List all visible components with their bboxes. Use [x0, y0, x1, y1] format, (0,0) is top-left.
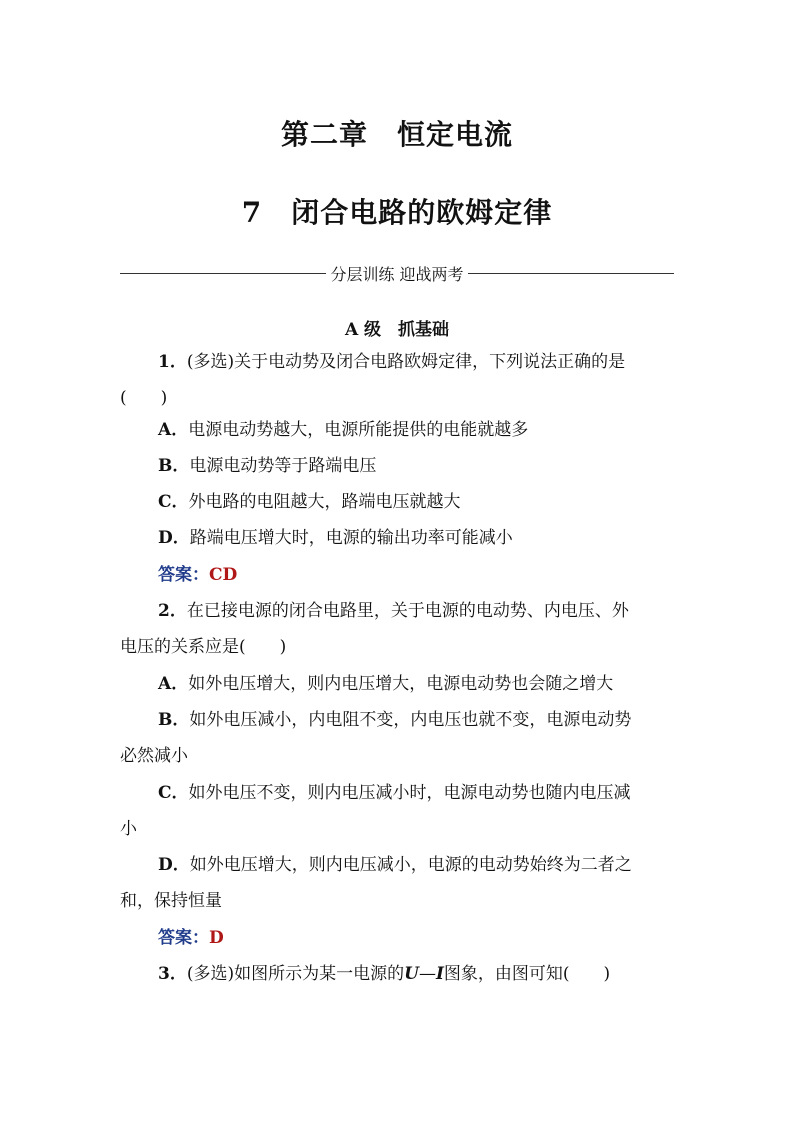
question-2-option-c-cont: 小: [120, 819, 137, 839]
question-number: 2．: [158, 601, 187, 621]
option-label: B．: [158, 710, 190, 730]
option-text: 如外电压增大，则内电压减小，电源的电动势始终为二者之: [189, 855, 632, 875]
variable-u: U: [404, 964, 419, 984]
question-2-stem-cont: 电压的关系应是( ): [120, 637, 287, 657]
question-number: 3．: [158, 964, 187, 984]
question-2-answer: [158, 926, 718, 950]
question-text-rest: 图象，由图可知( ): [443, 964, 611, 984]
answer-value: CD: [209, 565, 238, 585]
divider-line-left: [120, 273, 326, 274]
question-1-option-b: [158, 454, 718, 478]
section-title: 7 闭合电路的欧姆定律: [241, 196, 553, 229]
option-text: 外电路的电阻越大，路端电压就越大: [188, 492, 461, 512]
question-number: 1．: [158, 352, 187, 372]
option-text: 电源电动势等于路端电压: [189, 456, 377, 476]
option-label: C．: [158, 783, 189, 803]
question-2-option-b: [158, 708, 718, 732]
question-2-option-c: [158, 781, 718, 805]
answer-label: 答案：: [158, 928, 209, 948]
divider-text: 分层训练 迎战两考: [330, 264, 464, 284]
option-text: 如外电压增大，则内电压增大，电源电动势也会随之增大: [188, 674, 614, 694]
question-3-stem: [158, 962, 718, 986]
answer-label: 答案：: [158, 565, 209, 585]
level-heading: A 级 抓基础: [344, 320, 450, 340]
option-text: 如外电压减小，内电阻不变，内电压也就不变，电源电动势: [189, 710, 632, 730]
question-1-option-a: [158, 418, 718, 442]
chapter-title: 第二章 恒定电流: [280, 118, 513, 151]
question-1-answer: [158, 563, 718, 587]
option-text: 如外电压不变，则内电压减小时，电源电动势也随内电压减: [188, 783, 631, 803]
question-1-option-c: [158, 490, 718, 514]
question-text: (多选)关于电动势及闭合电路欧姆定律，下列说法正确的是: [186, 352, 626, 372]
section-divider: [120, 262, 674, 284]
option-label: D．: [158, 528, 190, 548]
option-text: 电源电动势越大，电源所能提供的电能就越多: [188, 420, 529, 440]
question-1-blank: ( ): [120, 388, 168, 408]
question-1-stem: [158, 350, 718, 374]
question-2-option-d: [158, 853, 718, 877]
question-text: 在已接电源的闭合电路里，关于电源的电动势、内电压、外: [186, 601, 629, 621]
question-2-option-b-cont: 必然减小: [120, 746, 188, 766]
option-text: 路端电压增大时，电源的输出功率可能减小: [189, 528, 513, 548]
variable-i: I: [435, 964, 444, 984]
option-label: A．: [158, 420, 189, 440]
dash: —: [418, 964, 436, 984]
option-label: C．: [158, 492, 189, 512]
option-label: D．: [158, 855, 190, 875]
divider-line-right: [468, 273, 674, 274]
question-text: (多选)如图所示为某一电源的: [186, 964, 405, 984]
question-2-option-a: [158, 672, 718, 696]
question-2-stem: [158, 599, 718, 623]
option-label: B．: [158, 456, 190, 476]
answer-value: D: [209, 928, 224, 948]
question-2-option-d-cont: 和，保持恒量: [120, 891, 222, 911]
option-label: A．: [158, 674, 189, 694]
question-1-option-d: [158, 526, 718, 550]
